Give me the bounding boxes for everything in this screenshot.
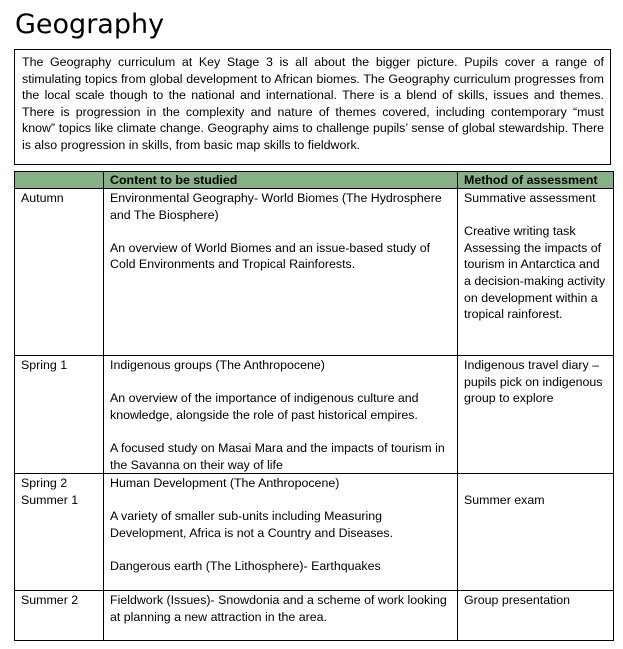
term-label: Summer 1 (21, 492, 79, 507)
assessment-text: Summer exam (464, 492, 545, 507)
content-text: Environmental Geography- World Biomes (The Hydrosphere and The Biosphere) (110, 191, 442, 222)
content-text: Dangerous earth (The Lithosphere)- Earthquakes (110, 559, 381, 574)
table-row (15, 591, 614, 641)
table-row (15, 474, 614, 591)
assessment-cell (458, 189, 614, 356)
term-label: Spring 1 (21, 358, 68, 372)
content-cell (104, 356, 458, 474)
content-cell (104, 591, 458, 641)
content-text: A focused study on Masai Mara and the impacts of tourism in the Savanna on their way of life (110, 440, 445, 472)
assessment-cell (458, 591, 614, 641)
assessment-text: Summative assessment (464, 191, 596, 205)
term-cell (15, 474, 104, 591)
content-text: Indigenous groups (The Anthropocene) (110, 358, 325, 372)
content-text: A variety of smaller sub-units including Measuring Development, Africa is not a Country and Diseases. (110, 509, 394, 540)
header-term (15, 172, 104, 189)
assessment-cell (458, 356, 614, 474)
term-cell (15, 189, 104, 356)
assessment-text: Group presentation (464, 593, 571, 608)
content-text: Fieldwork (Issues)- Snowdonia and a scheme of work looking at planning a new attraction in the area. (110, 593, 447, 624)
content-cell (104, 474, 458, 591)
page-title: Geography (15, 9, 165, 40)
term-label: Autumn (21, 191, 64, 205)
table-row (15, 189, 614, 356)
term-label: Spring 2 (21, 476, 68, 491)
intro-paragraph: The Geography curriculum at Key Stage 3 is all about the bigger picture. Pupils cover a range of stimulating topics from global development to African biomes. The Geography curriculum progresses from the local scale though to the national and international. There is a blend of skills, issues and themes. There is progression in the complexity and nature of themes covered, including contemporary “must know” topics like climate change. Geography aims to challenge pupils’ sense of global stewardship. There is also progression in skills, from basic map skills to fieldwork. (14, 49, 611, 165)
assessment-text: Creative writing task Assessing the impacts of tourism in Antarctica and a decision-making activity on development within a tropical rainforest. (464, 224, 606, 322)
header-assessment: Method of assessment (458, 172, 614, 189)
assessment-text: Indigenous travel diary – pupils pick on indigenous group to explore (464, 358, 603, 406)
table-header-row (15, 172, 614, 189)
table-row (15, 356, 614, 474)
term-cell (15, 356, 104, 474)
content-text: Human Development (The Anthropocene) (110, 476, 340, 491)
content-cell (104, 189, 458, 356)
assessment-cell (458, 474, 614, 591)
term-cell (15, 591, 104, 641)
content-text: An overview of the importance of indigenous culture and knowledge, alongside the role of past historical empires. (110, 391, 419, 422)
term-label: Summer 2 (21, 593, 79, 608)
header-content: Content to be studied (104, 172, 458, 189)
curriculum-table (14, 171, 614, 641)
content-text: An overview of World Biomes and an issue-based study of Cold Environments and Tropical Rainforests. (110, 240, 431, 272)
